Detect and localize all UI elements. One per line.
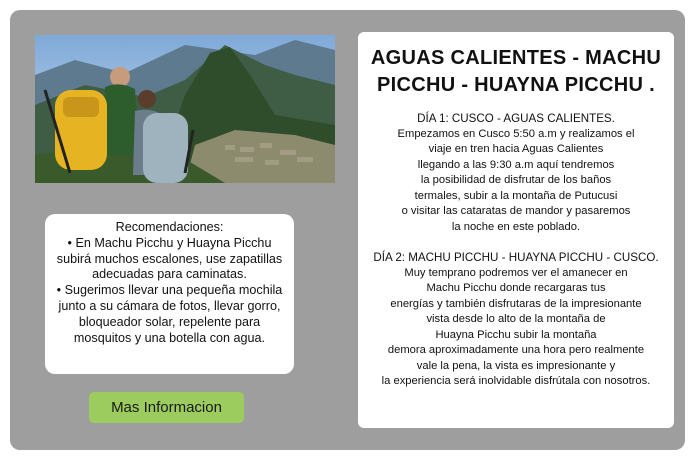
machu-picchu-photo bbox=[35, 35, 335, 183]
day2-title: DÍA 2: MACHU PICCHU - HUAYNA PICCHU - CUSCO. bbox=[373, 251, 659, 264]
day2-line: la experiencia será inolvidable disfrútala con nosotros. bbox=[381, 375, 651, 387]
day1-line: llegando a las 9:30 a.m aquí tendremos bbox=[417, 158, 615, 171]
day1-line: la noche en este poblado. bbox=[451, 220, 581, 233]
day2-line: Huayna Picchu subir la montaña bbox=[435, 328, 597, 341]
more-info-button[interactable]: Mas Informacion bbox=[89, 392, 244, 423]
recommendations-title: Recomendaciones: bbox=[115, 220, 224, 234]
day1-line: la posibilidad de disfrutar de los baños bbox=[420, 174, 612, 186]
day2-line: energías y también disfrutaras de la impresionante bbox=[390, 297, 642, 310]
day1-line: termales, subir a la montaña de Putucusi bbox=[414, 189, 618, 202]
day2-line: vista desde lo alto de la montaña de bbox=[426, 313, 606, 325]
recommendation-item: • En Machu Picchu y Huayna Picchu subirá muchos escalones, use zapatillas adecuadas para caminatas. bbox=[56, 235, 283, 282]
day2-line: demora aproximadamente una hora pero realmente bbox=[387, 344, 645, 356]
day1-line: o visitar las cataratas de mandor y pasaremos bbox=[401, 205, 631, 217]
day2-line: Machu Picchu donde recargaras tus bbox=[426, 282, 606, 294]
recommendation-item: • Sugerimos llevar una pequeña mochila junto a su cámara de fotos, llevar gorro, bloqueador solar, repelente para mosquitos y una botella con agua. bbox=[56, 283, 283, 345]
day1-line: Empezamos en Cusco 5:50 a.m y realizamos el bbox=[397, 127, 635, 140]
itinerary-panel bbox=[358, 32, 674, 428]
day1-line: viaje en tren hacia Aguas Calientes bbox=[428, 143, 604, 155]
day1-title: DÍA 1: CUSCO - AGUAS CALIENTES. bbox=[417, 112, 615, 125]
day2-line: Muy temprano podremos ver el amanecer en bbox=[404, 266, 628, 279]
day2-line: vale la pena, la vista es impresionante y bbox=[416, 359, 616, 372]
tour-card bbox=[10, 10, 685, 450]
recommendations-box bbox=[45, 214, 294, 374]
tour-title: AGUAS CALIENTES - MACHU PICCHU - HUAYNA PICCHU . bbox=[370, 47, 662, 96]
section-spacer bbox=[358, 235, 674, 250]
